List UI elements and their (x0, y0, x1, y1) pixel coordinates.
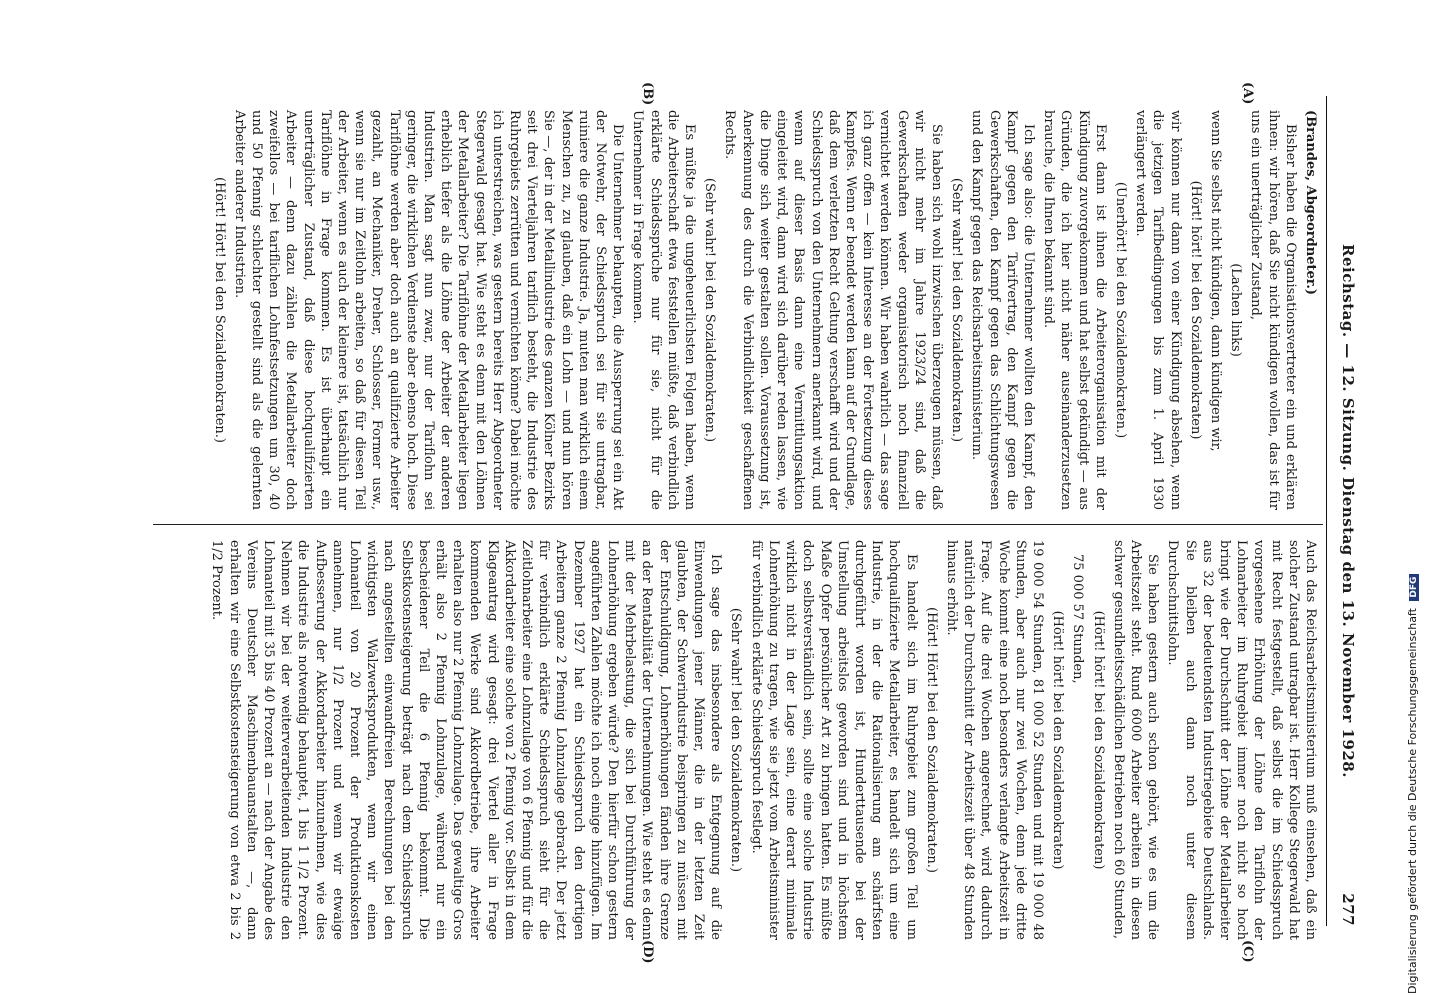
margin-mark-c: (C) (1240, 940, 1255, 963)
interjection: (Hört! Hört! bei den Sozialdemokraten.) (923, 607, 939, 873)
speaker-line: (Brandes, Abgeordneter.) (1303, 110, 1318, 296)
interjection: (Hört! hört! bei den Sozialdemokraten) (1090, 610, 1106, 870)
paragraph: wir können nur dann von einer Kündigung absehen, wenn die jetzigen Tarifbedingungen bis zum 1. April 1930 verlängert werden. (1133, 110, 1183, 510)
page-number: 277 (1339, 893, 1357, 926)
interjection: (Hört! Hört! bei den Sozialdemokraten.) (211, 177, 227, 443)
interjection: (Unerhört! bei den Sozialdemokraten.) (1112, 181, 1128, 439)
paragraph: Erst dann ist ihnen die Arbeiterorganisation mit der Kündigung zuvorgekommen und hat selbst gekündigt — aus Gründen, die ich hier nicht näher auseinanderzusetzen brauche, die Ihnen bekannt sind. (1041, 110, 1108, 510)
interjection: (Hört! hört! bei den Sozialdemokraten) (1050, 610, 1066, 870)
text-column-left (207, 110, 1319, 510)
footer-text: Digitalisierung gefördert durch die Deutsche Forschungsgemeinschaft (1406, 608, 1419, 994)
interjection: (Lachen links) (1228, 263, 1244, 357)
paragraph: wenn Sie selbst nicht kündigen, dann kündigen wir, (1207, 110, 1223, 452)
paragraph: 19 000 54 Stunden, 81 000 52 Stunden und mit 19 000 48 Stunden, aber auch nur zwei Wochen, denn jede dritte Woche kommt eine noch besonders verlangte Arbeitszeit in Frage. Auf die drei Wochen angerechnet, wird dadurch natürlich der Durchschnitt der Arbeitszeit über 48 Stunden hinaus erhöht. (943, 540, 1045, 940)
paragraph: Bisher haben die Organisationsvertreter ein und erklären ihnen: wir hören, daß Sie nicht kündigen wollen, das ist für uns ein unerträglicher Zustand, (1248, 110, 1298, 510)
interjection: (Sehr wahr! bei den Sozialdemokraten.) (702, 177, 718, 443)
margin-mark-d: (D) (640, 940, 655, 964)
paragraph: 75 000 57 Stunden, (1070, 554, 1086, 684)
page-title: Reichstag. — 12. Sitzung. Dienstag den 13. November 1928. (1339, 244, 1357, 778)
digitization-footer (1406, 0, 1426, 994)
page-header (1329, 96, 1357, 926)
column-divider (153, 524, 1323, 525)
interjection: (Sehr wahr! bei den Sozialdemokraten.) (728, 607, 744, 873)
paragraph: Ich sage also: die Unternehmer wollten den Kampf, den Kampf gegen den Tarifvertrag, den Kampf gegen die Gewerkschaften, den Kampf gegen das Schlichtungswesen und den Kampf gegen das Reichsarbeitsministerium. (969, 110, 1036, 510)
paragraph: Ich sage das insbesondere als Entgegnung auf die Einwendungen jener Männer, die in der letzten Zeit glaubten, der Schwerindustrie beispringen zu müssen mit der Entschuldigung, Lohnerhöhungen fänden ihre Grenze an der Rentabilität der Unternehmungen. Wie steht es denn mit der Mehrbelastung, die sich bei Durchführung der Lohnerhöhung ergeben würde? Den hierfür schon gestern angeführten Zahlen möchte ich noch einige hinzufügen. Im Dezember 1927 hat ein Schiedsspruch den dortigen Arbeitern ganze 2 Pfennig Lohnzulage gebracht. Der jetzt für verbindlich erklärte Schiedsspruch sieht für die Zeitlohnarbeiter eine Lohnzulage von 6 Pfennig und für die Akkordarbeiter eine solche von 2 Pfennig vor. Selbst in dem Klageantrag wird gesagt: drei Viertel aller in Frage kommenden Werke sind Akkordbetriebe, ihre Arbeiter erhalten also nur 2 Pfennig Lohnzulage. Das gewaltige Gros erhält also 2 Pfennig Lohnzulage, während nur ein bescheidener Teil die 6 Pfennig bekommt. Die Selbstkostensteigerung beträgt nach dem Schiedsspruch nach angestellten einwandfreien Berechnungen bei den wichtigsten Walzwerksprodukten, wenn wir einen Lohnanteil von 20 Prozent der Produktionskosten annehmen, nur 1/2 Prozent und wenn wir etwaige Aufbesserung der Akkordarbeiter hinzunehmen, wie dies die Industrie als notwendig behauptet, 1 bis 1 1/2 Prozent. Nehmen wir bei der weiterverarbeitenden Industrie den Lohnanteil mit 35 bis 40 Prozent an — nach der Angabe des Vereins Deutscher Maschinenbauanstalten —, dann erhalten wir eine Selbstkostensteigerung von etwa 2 bis 2 1/2 Prozent. (209, 540, 724, 940)
paragraph: Es müßte ja die ungeheuerlichsten Folgen haben, wenn die Arbeiterschaft etwa feststellen müßte, daß verbindlich erklärte Schiedssprüche nur für sie, nicht für die Unternehmer in Frage kommen. (630, 110, 698, 510)
paragraph: Sie haben sich wohl inzwischen überzeugen müssen, daß wir nicht mehr im Jahre 1923/24 sind, daß die Gewerkschaften weder organisatorisch noch finanziell vernichtet werden können. Wir haben wahrlich — das sage ich ganz offen — kein Interesse an der Fortsetzung dieses Kampfes. Wenn er beendet werden kann auf der Grundlage, daß dem verletzten Recht Geltung verschafft wird und der Schiedsspruch von den Unternehmern anerkannt wird, und wenn auf dieser Basis dann eine Vermittlungsaktion eingeleitet wird, dann wird sich darüber reden lassen, wie die Dinge sich weiter gestalten sollen. Voraussetzung ist, Anerkennung des durch die Verbindlichkeit geschaffenen Rechts. (722, 110, 944, 510)
paragraph: Die Unternehmer behaupten, die Aussperrung sei ein Akt der Notwehr, der Schiedsspruch sei für sie untragbar, ruiniere die ganze Industrie. Ja, muten man wirklich einem Menschen zu, zu glauben, daß ein Lohn — und nun hören Sie —, der in der Metallindustrie des ganzen Kölner Bezirks seit drei Vierteljahren tariflich besteht, die Industrie des Ruhrgebiets zerrütten und vernichten könne? Dabei möchte ich unterstreichen, was gestern bereits Herr Abgeordneter Stegerwald gesagt hat. Wie steht es denn mit den Löhnen der Metallarbeiter? Die Tariflöhne der Metallarbeiter liegen erheblich tiefer als die Löhne der Arbeiter der anderen Industrien. Man sagt nun zwar, nur der Tariflohn sei geringer, die wirklichen Verdienste aber ebenso hoch. Diese Tariflöhne werden aber doch auch an qualifizierte Arbeiter gezahlt, an Mechaniker, Dreher, Schlosser, Former usw., wenn sie nur im Zeitlohn arbeiten, so daß für diesen Teil der Arbeiter, wenn es auch der kleinere ist, tatsächlich nur Tariflöhne in Frage kommen. Es ist überhaupt ein unerträglicher Zustand, daß diese hochqualifizierten Arbeiter — denn dazu zählen die Metallarbeiter doch zweifellos — bei tariflichen Lohnfestsetzungen um 30, 40 und 50 Pfennig schlechter gestellt sind als die gelernten Arbeiter anderer Industrien. (231, 110, 626, 510)
dfg-logo: DFG (1409, 574, 1419, 601)
margin-mark-a: (A) (1240, 82, 1255, 105)
paragraph: Sie haben gestern auch schon gehört, wie es um die Arbeitszeit steht. Rund 6000 Arbeiter arbeiten in diesen schwer gesundheitsschädlichen Betrieben noch 60 Stunden, (1110, 540, 1161, 940)
rotated-page (125, 0, 1375, 1000)
paragraph: Es handelt sich im Ruhrgebiet zum großen Teil um hochqualifizierte Metallarbeiter, es handelt sich um eine Industrie, in der die Rationalisierung am schärfsten durchgeführt worden ist, Hunderttausende bei der Umstellung arbeitslos geworden sind und in höchstem Maße Opfer persönlicher Art zu bringen hatten. Es müßte doch selbstverständlich sein, sollte eine solche Industrie wirklich nicht in der Lage sein, eine derart minimale Lohnerhöhung zu tragen, wie sie jetzt vom Arbeitsminister für verbindlich erklärte Schiedsspruch festlegt. (748, 540, 919, 940)
interjection: (Sehr wahr! bei den Sozialdemokraten.) (949, 177, 965, 443)
paragraph: Auch das Reichsarbeitsministerium muß einsehen, daß ein solcher Zustand untragbar ist. Herr Kollege Stegerwald hat mit Recht festgestellt, daß selbst die im Schiedsspruch vorgesehene Erhöhung der Löhne den Tariflohn der Lohnarbeiter im Ruhrgebiet immer noch nicht so hoch bringt wie der Durchschnitt der Löhne der Metallarbeiter aus 32 der bedeutendsten Industriegebiete Deutschlands. Sie bleiben auch dann noch unter diesem Durchschnittslohn. (1165, 540, 1318, 940)
text-column-right (205, 540, 1319, 940)
margin-mark-b: (B) (640, 82, 655, 106)
interjection: (Hört! hört! bei den Sozialdemokraten) (1187, 180, 1203, 440)
header-rule (1326, 96, 1327, 926)
